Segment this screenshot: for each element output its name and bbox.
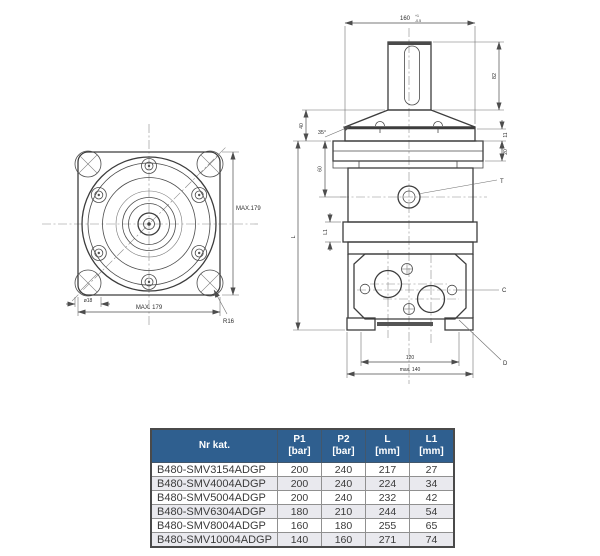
port-C-label: C — [502, 288, 507, 294]
cell-l: 271 — [365, 533, 409, 548]
header-line1: P1 — [293, 434, 306, 446]
cell-l1: 54 — [409, 505, 454, 519]
cell-l: 232 — [365, 491, 409, 505]
cell-p2: 180 — [321, 519, 365, 533]
cell-l1: 34 — [409, 477, 454, 491]
dim-160-tol-upper: +1 — [415, 14, 419, 18]
header-line1: P2 — [337, 434, 350, 446]
front-view-drawing — [40, 118, 270, 350]
port-T-label: T — [500, 179, 504, 185]
spec-table — [150, 428, 455, 548]
motor-housing — [343, 168, 477, 254]
screw-bottom — [404, 304, 415, 315]
taper-cone — [345, 110, 475, 133]
cell-p1: 200 — [277, 463, 321, 477]
header-line1: L1 — [425, 434, 438, 446]
cell-l1: 27 — [409, 463, 454, 477]
cell-l: 224 — [365, 477, 409, 491]
table-row — [151, 463, 454, 477]
port-D-label: D — [503, 361, 508, 367]
dim-width-label: MAX. 179 — [135, 305, 163, 311]
dim-11-label: 11 — [503, 132, 509, 138]
cell-part-number: B480-SMV3154ADGP — [151, 463, 277, 477]
header-line1: Nr kat. — [198, 440, 231, 452]
dim-160-tol-lower: -0.5 — [415, 19, 422, 23]
cell-l1: 74 — [409, 533, 454, 548]
dim-40-label: 40 — [299, 123, 305, 129]
cell-p2: 240 — [321, 463, 365, 477]
col-header-nr-kat — [151, 429, 277, 463]
table-header-row — [151, 429, 454, 463]
table-row — [151, 533, 454, 548]
dim-120-label: 120 — [405, 355, 415, 361]
cell-l1: 65 — [409, 519, 454, 533]
col-header-p2 — [321, 429, 365, 463]
cell-part-number: B480-SMV8004ADGP — [151, 519, 277, 533]
table-row — [151, 519, 454, 533]
dim-hole-label: ø18 — [83, 298, 93, 304]
dim-radius-label: R16 — [223, 319, 235, 325]
screw-top — [402, 264, 413, 275]
cell-p1: 160 — [277, 519, 321, 533]
dim-L1-label: L1 — [323, 229, 329, 235]
mounting-hole-bottom-right — [197, 270, 223, 296]
table-row — [151, 491, 454, 505]
cell-part-number: B480-SMV5004ADGP — [151, 491, 277, 505]
col-header-p1 — [277, 429, 321, 463]
header-line2: [bar] — [332, 446, 355, 457]
side-hole-left — [360, 284, 370, 294]
cell-p1: 200 — [277, 477, 321, 491]
side-view-drawing — [285, 2, 540, 407]
mounting-hole-top-right — [197, 151, 223, 177]
dim-height-label: MAX.179 — [236, 206, 261, 212]
cell-l: 255 — [365, 519, 409, 533]
dim-60-label: 60 — [317, 166, 324, 172]
col-header-l1 — [409, 429, 454, 463]
dim-82-label: 82 — [492, 72, 498, 80]
col-header-l — [365, 429, 409, 463]
cell-p2: 160 — [321, 533, 365, 548]
cell-l1: 42 — [409, 491, 454, 505]
header-line1: L — [384, 434, 391, 446]
mounting-hole-bottom-left — [75, 270, 101, 296]
dim-140-label: max. 140 — [399, 367, 421, 373]
cell-p2: 210 — [321, 505, 365, 519]
cell-p2: 240 — [321, 491, 365, 505]
dim-angle-label: 35° — [317, 130, 327, 136]
cell-p1: 140 — [277, 533, 321, 548]
header-line2: [bar] — [288, 446, 311, 457]
header-line2: [mm] — [375, 446, 400, 457]
cell-l: 217 — [365, 463, 409, 477]
dim-160-label: 160 — [399, 16, 411, 22]
cell-part-number: B480-SMV4004ADGP — [151, 477, 277, 491]
port-end-face — [347, 254, 473, 330]
dim-L-label: L — [291, 235, 297, 239]
cell-p1: 180 — [277, 505, 321, 519]
header-line2: [mm] — [419, 446, 444, 457]
cell-part-number: B480-SMV6304ADGP — [151, 505, 277, 519]
output-shaft — [388, 42, 431, 110]
table-row — [151, 477, 454, 491]
cell-p1: 200 — [277, 491, 321, 505]
flange-block — [333, 141, 483, 168]
cell-part-number: B480-SMV10004ADGP — [151, 533, 277, 548]
mounting-hole-top-left — [75, 151, 101, 177]
cell-p2: 240 — [321, 477, 365, 491]
dim-20-label: 20 — [503, 149, 509, 155]
cell-l: 244 — [365, 505, 409, 519]
mounting-plate — [345, 127, 475, 141]
table-row — [151, 505, 454, 519]
